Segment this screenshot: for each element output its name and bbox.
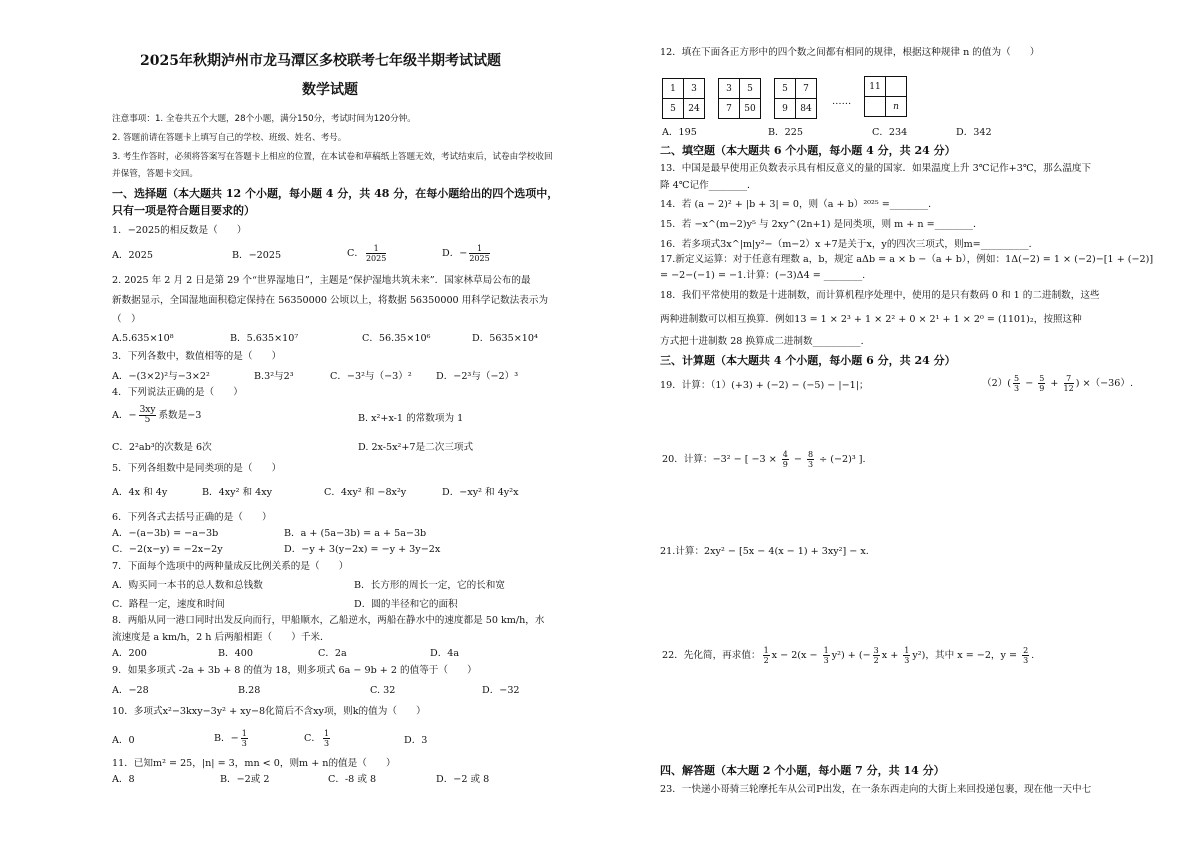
note-line-4: 并保管，答题卡交回。	[112, 169, 198, 179]
q5-option-d: D．−xy² 和 4y²x	[442, 487, 519, 498]
q5-option-c: C．4xy² 和 −8x²y	[324, 487, 407, 498]
grid-cell: 5	[775, 79, 796, 99]
q1-option-d: D．− $\frac{1}{2025}$	[442, 244, 490, 263]
grid-cell	[865, 97, 886, 117]
page-title: 2025年秋期泸州市龙马潭区多校联考七年级半期考试试题	[140, 53, 501, 69]
q16: 16．若多项式3x^|m|y²−（m−2）x +7是关于x，y的四次三项式，则m=__________．	[660, 239, 1039, 250]
q2-line-1: 2. 2025 年 2 月 2 日是第 29 个“世界湿地日”，主题是“保护湿地共筑未来”．国家林草局公布的最	[112, 275, 531, 286]
q10-option-d: D．3	[404, 735, 428, 746]
grid-cell: 3	[684, 79, 705, 99]
q8-option-a: A．200	[112, 648, 147, 659]
q8-line-1: 8．两船从同一港口同时出发反向而行，甲船顺水，乙船逆水，两船在静水中的速度都是 50 km/h，水	[112, 615, 545, 626]
q19-part-1: 19．计算：（1）(+3) + (−2) − (−5) − |−1|；	[660, 380, 869, 391]
q8-option-b: B．400	[218, 648, 253, 659]
q8-line-2: 流速度是 a km/h，2 h 后两船相距（ ）千米．	[112, 632, 330, 643]
q5-stem: 5．下列各组数中是同类项的是（ ）	[112, 463, 282, 474]
q2-option-b: B．5.635×10⁷	[230, 333, 299, 344]
q2-line-3: （ ）	[112, 314, 141, 325]
grid-cell: 3	[719, 79, 740, 99]
q14: 14．若 (a − 2)² + |b + 3| = 0，则（a + b）²⁰²⁵ =________．	[660, 199, 938, 210]
q19-part-2: （2）( $\frac{5}{3}$ − $\frac{5}{9}$ + $\frac{7}{12}$ ) ×（−36）.	[982, 374, 1134, 393]
q10-option-c: C． $\frac{1}{3}$	[304, 729, 330, 748]
q3-option-a: A．−(3×2)²与−3×2²	[112, 371, 210, 382]
q9-stem: 9．如果多项式 -2a + 3b + 8 的值为 18，则多项式 6a − 9b + 2 的值等于（ ）	[112, 665, 477, 676]
q2-option-a: A.5.635×10⁸	[112, 333, 174, 344]
q7-stem: 7．下面每个选项中的两种量成反比例关系的是（ ）	[112, 561, 349, 572]
q10-option-a: A．0	[112, 735, 135, 746]
q4-option-b: B. x²+x-1 的常数项为 1	[358, 413, 464, 424]
q11-option-c: C．-8 或 8	[328, 774, 377, 785]
q8-option-c: C．2a	[318, 648, 347, 659]
q3-option-c: C．−3²与（−3）²	[330, 371, 412, 382]
grid-cell	[886, 77, 907, 97]
q11-stem: 11．已知m² = 25，|n| = 3，mn < 0，则m + n的值是（ ）	[112, 758, 396, 769]
grid-cell: 11	[865, 77, 886, 97]
grid-cell: 24	[684, 99, 705, 119]
q2-line-2: 新数据显示，全国湿地面积稳定保持在 56350000 公顷以上，将数据 56350000 用科学记数法表示为	[112, 295, 549, 306]
q12-option-c: C．234	[872, 127, 908, 138]
q7-option-c: C．路程一定，速度和时间	[112, 599, 225, 610]
q12-grid-2	[718, 78, 761, 119]
q5-option-b: B．4xy² 和 4xy	[202, 487, 273, 498]
q4-stem: 4．下列说法正确的是（ ）	[112, 387, 243, 398]
q11-option-a: A．8	[112, 774, 135, 785]
q5-option-a: A．4x 和 4y	[112, 487, 168, 498]
q9-option-d: D．−32	[482, 685, 520, 696]
q12-grid-1	[662, 78, 705, 119]
q6-option-c: C．−2(x−y) = −2x−2y	[112, 544, 223, 555]
q17-line-2: = −2−(−1) = −1.计算：(−3)Δ4 = ________.	[660, 270, 866, 281]
q1-option-c: C． $\frac{1}{2025}$	[347, 244, 387, 263]
q3-stem: 3．下列各数中，数值相等的是（ ）	[112, 351, 282, 362]
section-1-heading-cont: 只有一项是符合题目要求的）	[112, 204, 255, 217]
q18-line-2: 两种进制数可以相互换算．例如13 = 1 × 2³ + 1 × 2² + 0 × 2¹ + 1 × 2⁰ = (1101)₂，按照这种	[660, 314, 1082, 325]
grid-cell: 50	[740, 99, 761, 119]
q12-grid-3	[774, 78, 817, 119]
q13-line-2: 降 4℃记作________．	[660, 180, 757, 191]
q3-option-b: B.3²与2³	[254, 371, 294, 382]
q7-option-b: B．长方形的周长一定，它的长和宽	[354, 580, 505, 591]
q15: 15．若 −x^(m−2)y⁵ 与 2xy^(2n+1) 是同类项，则 m + n =________．	[660, 219, 983, 230]
q13-line-1: 13．中国是最早使用正负数表示具有相反意义的量的国家．如果温度上升 3℃记作+3℃，那么温度下	[660, 163, 1092, 174]
q6-stem: 6．下列各式去括号正确的是（ ）	[112, 512, 272, 523]
q12-ellipsis: ……	[832, 96, 852, 107]
section-4-heading: 四、解答题（本大题 2 个小题，每小题 7 分，共 14 分）	[660, 764, 945, 777]
grid-cell: 9	[775, 99, 796, 119]
q2-option-d: D．5635×10⁴	[472, 333, 538, 344]
q23-line-1: 23．一快递小哥骑三轮摩托车从公司P出发，在一条东西走向的大街上来回投递包裹，现在他一天中七	[660, 784, 1092, 795]
grid-cell: 5	[663, 99, 684, 119]
q18-line-3: 方式把十进制数 28 换算成二进制数__________.	[660, 336, 864, 347]
q10-stem: 10．多项式x²−3kxy−3y² + xy−8化简后不含xy项，则k的值为（ ）	[112, 706, 426, 717]
grid-cell: 1	[663, 79, 684, 99]
q7-option-a: A．购买同一本书的总人数和总钱数	[112, 580, 263, 591]
q11-option-d: D．−2 或 8	[436, 774, 490, 785]
grid-cell: n	[886, 97, 907, 117]
note-line-2: 2. 答题前请在答题卡上填写自己的学校、班级、姓名、考号。	[112, 133, 347, 143]
q22: 22．先化简，再求值： $\frac{1}{2}$ x − 2(x − $\frac{1}{3}$ y²) + (− $\frac{3}{2}$ x + $\frac{1}{3}$ y²)，其中 x = −2，y = $\frac{2}{3}$ .	[662, 646, 1035, 665]
q6-option-a: A．−(a−3b) = −a−3b	[112, 528, 219, 539]
q3-option-d: D．−2³与（−2）³	[436, 371, 519, 382]
q6-option-d: D．−y + 3(y−2x) = −y + 3y−2x	[284, 544, 441, 555]
q2-option-c: C．56.35×10⁶	[362, 333, 431, 344]
q9-option-a: A．−28	[112, 685, 149, 696]
q12-grid-4	[864, 76, 907, 117]
q1-option-b: B．−2025	[232, 250, 282, 261]
q9-option-c: C. 32	[370, 685, 396, 696]
q12-stem: 12．填在下面各正方形中的四个数之间都有相同的规律，根据这种规律 n 的值为（ ）	[660, 47, 1040, 58]
q20: 20．计算：−3² − [ −3 × $\frac{4}{9}$ − $\frac{8}{3}$ ÷ (−2)³ ].	[662, 450, 866, 469]
q4-option-c: C．2²ab³的次数是 6次	[112, 442, 212, 453]
q12-option-a: A．195	[662, 127, 697, 138]
q12-option-d: D．342	[956, 127, 992, 138]
q4-option-d: D. 2x-5x²+7是二次三项式	[358, 442, 474, 453]
q11-option-b: B．−2或 2	[220, 774, 270, 785]
grid-cell: 5	[740, 79, 761, 99]
q1-option-a: A．2025	[112, 250, 153, 261]
q1-stem: 1．−2025的相反数是（ ）	[112, 225, 247, 236]
note-line-3: 3. 考生作答时，必须将答案写在答题卡上相应的位置，在本试卷和草稿纸上答题无效，考试结束后，试卷由学校收回	[112, 152, 553, 162]
q12-option-b: B．225	[768, 127, 803, 138]
q21: 21.计算：2xy² − [5x − 4(x − 1) + 3xy²] − x.	[660, 546, 869, 557]
grid-cell: 7	[719, 99, 740, 119]
q4-option-a: A．− $\frac{3xy}{5}$ 系数是−3	[112, 405, 202, 425]
q6-option-b: B．a + (5a−3b) = a + 5a−3b	[284, 528, 427, 539]
q18-line-1: 18．我们平常使用的数是十进制数，而计算机程序处理中，使用的是只有数码 0 和 1 的二进制数，这些	[660, 290, 1100, 301]
q17-line-1: 17.新定义运算：对于任意有理数 a，b，规定 aΔb = a × b −（a + b），例如：1Δ(−2) = 1 × (−2)−[1 + (−2)]	[660, 254, 1154, 265]
section-2-heading: 二、填空题（本大题共 6 个小题，每小题 4 分，共 24 分）	[660, 144, 956, 157]
page-subtitle: 数学试题	[302, 82, 358, 98]
q10-option-b: B．− $\frac{1}{3}$	[214, 729, 247, 748]
grid-cell: 84	[796, 99, 817, 119]
q9-option-b: B.28	[238, 685, 261, 696]
note-line-1: 注意事项：1. 全卷共五个大题，28个小题，满分150分，考试时间为120分钟。	[112, 114, 416, 124]
section-1-heading: 一、选择题（本大题共 12 个小题，每小题 4 分，共 48 分，在每小题给出的四个选项中，	[112, 187, 559, 200]
grid-cell: 7	[796, 79, 817, 99]
section-3-heading: 三、计算题（本大题共 4 个小题，每小题 6 分，共 24 分）	[660, 354, 956, 367]
q8-option-d: D．4a	[430, 648, 460, 659]
q7-option-d: D．圆的半径和它的面积	[354, 599, 458, 610]
